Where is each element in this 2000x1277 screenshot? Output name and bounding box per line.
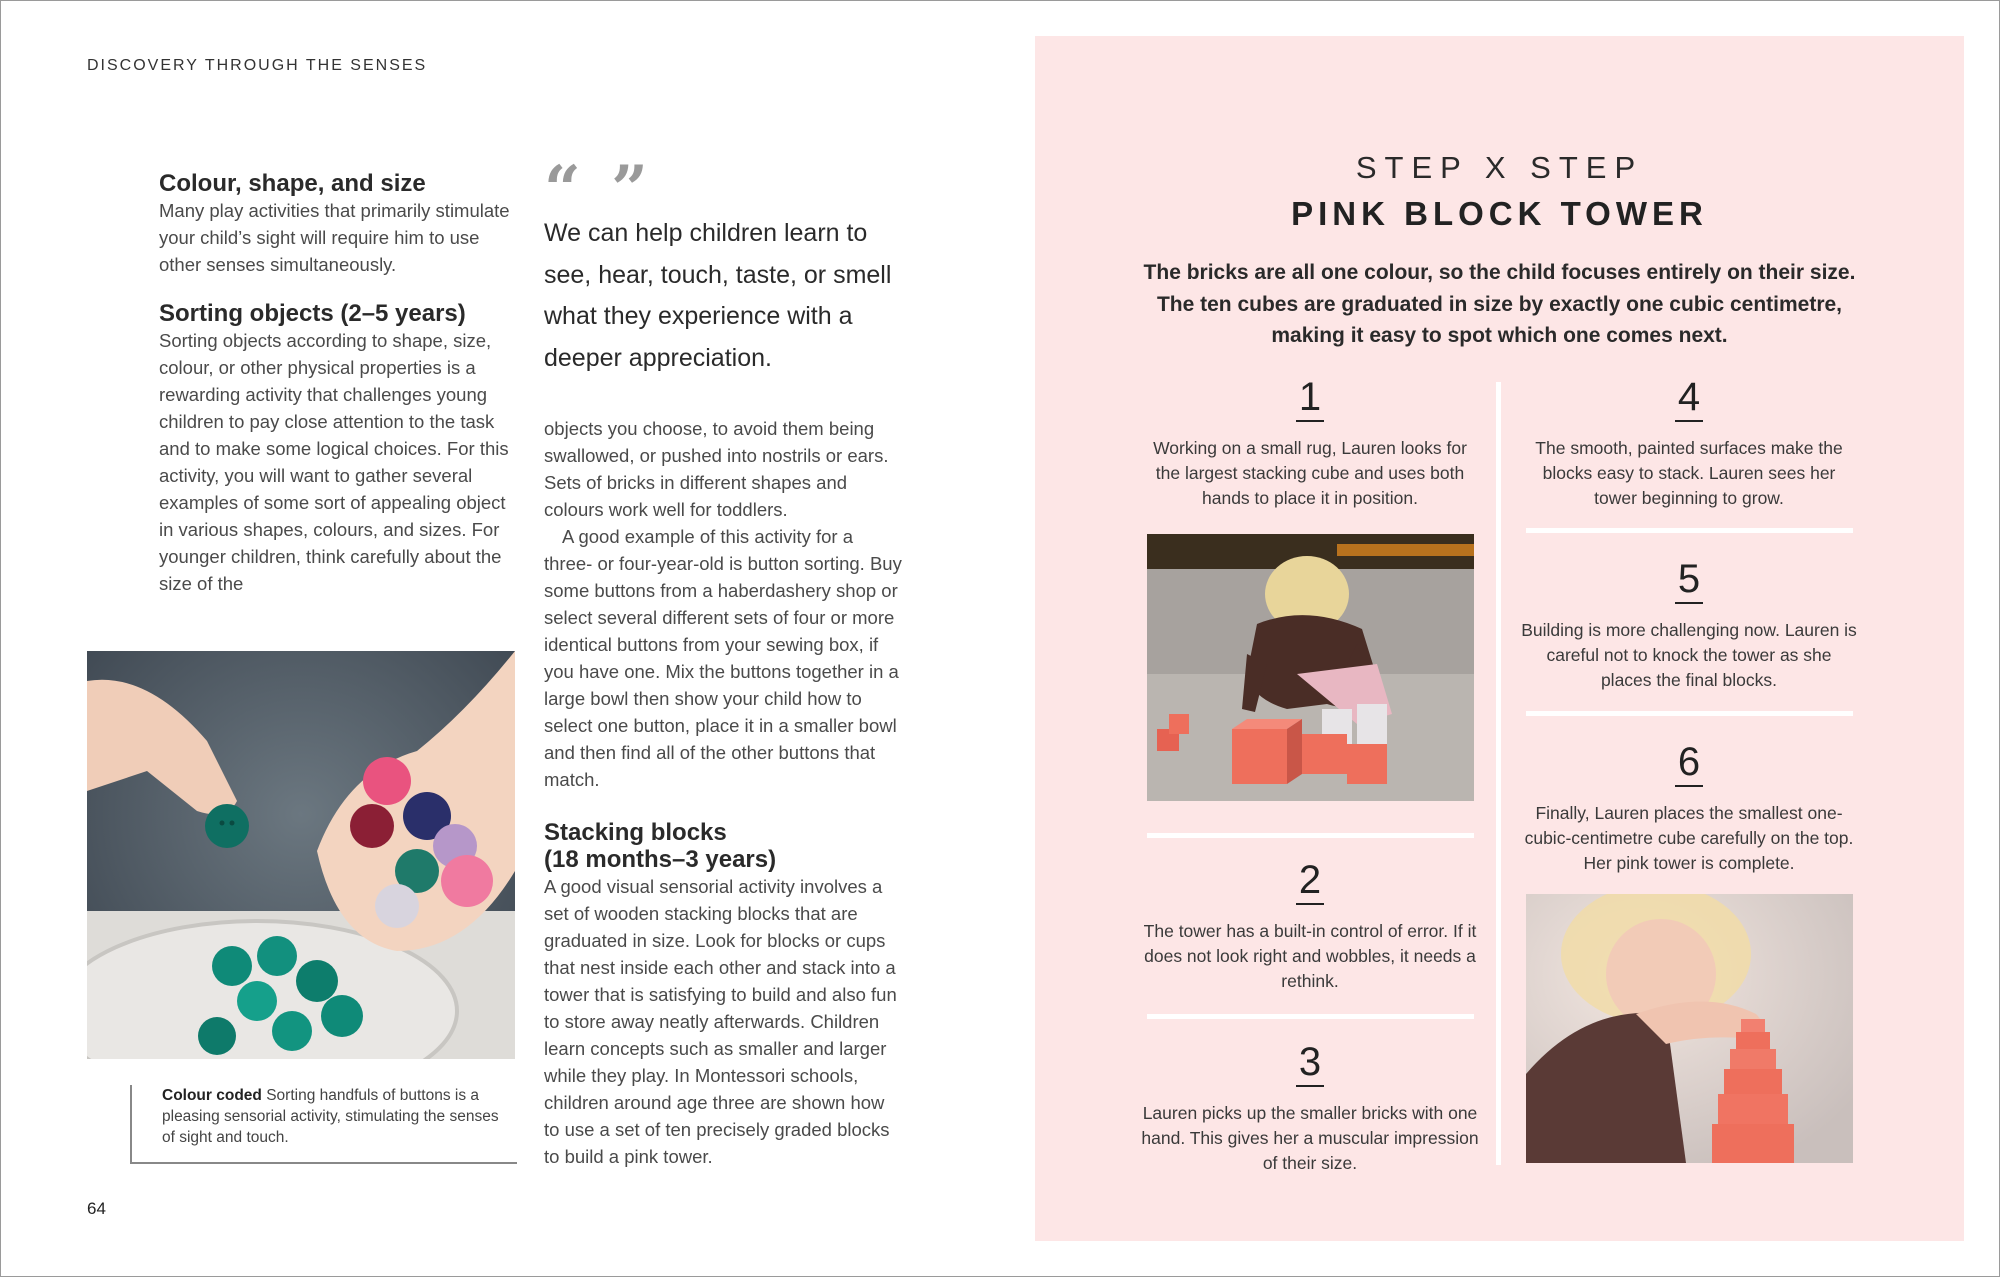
heading-stacking-blocks-line1: Stacking blocks — [544, 819, 727, 846]
paragraph-objects-choose: objects you choose, to avoid them being swallowed, or pushed into nostrils or ears. Sets of bricks in different shapes and colours work well for toddlers. — [544, 418, 889, 520]
heading-stacking-blocks — [544, 819, 904, 873]
caption-title: Colour coded — [162, 1087, 262, 1104]
step-text: Finally, Lauren places the smallest one-cubic-centimetre cube carefully on the top. Her pink tower is complete. — [1524, 803, 1854, 873]
paragraph-button-sorting: A good example of this activity for a three- or four-year-old is button sorting. Buy some buttons from a haberdashery shop or select several different sets of four or more identical buttons from your sewing box, if you have one. Mix the buttons together in a large bowl then show your child how to select one button, place it in a smaller bowl and then find all of the other buttons that match. — [544, 526, 902, 790]
step-text: The smooth, painted surfaces make the blocks easy to stack. Lauren sees her tower beginning to grow. — [1535, 438, 1843, 508]
paragraph-colour-shape-size: Many play activities that primarily stimulate your child’s sight will require him to use other senses simultaneously. — [159, 200, 510, 275]
pull-quote: We can help children learn to see, hear, touch, taste, or smell what they experience with a deeper appreciation. — [544, 219, 892, 372]
panel-kicker: STEP X STEP — [1355, 150, 1644, 185]
photo-girl-placing-block — [1147, 534, 1474, 801]
quote-marks: “ ” — [544, 152, 652, 227]
step-text: Lauren picks up the smaller bricks with one hand. This gives her a muscular impression of their size. — [1141, 1103, 1479, 1173]
step-divider — [1147, 1014, 1474, 1019]
paragraph-sorting-objects: Sorting objects according to shape, size, colour, or other physical properties is a rewarding activity that challenges young children to pay close attention to the task and to make some logical choices. For this activity, you will want to gather several examples of some sort of appealing object in various shapes, colours, and sizes. For younger children, think carefully about the size of the — [159, 330, 509, 594]
left-column — [159, 170, 519, 597]
column-divider — [1496, 382, 1501, 1165]
photo-caption — [130, 1085, 517, 1164]
step-number: 4 — [1675, 375, 1703, 422]
page-number: 64 — [87, 1199, 106, 1218]
step-divider — [1526, 711, 1853, 716]
step-5 — [1519, 557, 1859, 693]
step-text: Building is more challenging now. Lauren is careful not to knock the tower as she places the final blocks. — [1521, 620, 1857, 690]
caption-text: Sorting handfuls of buttons is a pleasing sensorial activity, stimulating the senses of sight and touch. — [162, 1087, 499, 1146]
heading-colour-shape-size: Colour, shape, and size — [159, 170, 426, 197]
step-2 — [1140, 858, 1480, 994]
photo-button-sorting — [87, 651, 515, 1059]
step-text: Working on a small rug, Lauren looks for the largest stacking cube and uses both hands to place it in position. — [1153, 438, 1467, 508]
step-number: 2 — [1296, 858, 1324, 905]
step-text: The tower has a built-in control of error. If it does not look right and wobbles, it needs a rethink. — [1143, 921, 1477, 991]
step-divider — [1526, 528, 1853, 533]
step-4 — [1519, 375, 1859, 511]
heading-stacking-blocks-line2: (18 months–3 years) — [544, 846, 777, 873]
running-head: DISCOVERY THROUGH THE SENSES — [87, 57, 428, 74]
step-6 — [1519, 740, 1859, 876]
panel-intro: The bricks are all one colour, so the child focuses entirely on their size. The ten cubes are graduated in size by exactly one cubic centimetre, making it easy to spot which one comes next. — [1143, 261, 1856, 347]
step-1 — [1140, 375, 1480, 511]
step-number: 6 — [1675, 740, 1703, 787]
panel-title: PINK BLOCK TOWER — [1291, 195, 1708, 232]
heading-sorting-objects: Sorting objects (2–5 years) — [159, 300, 466, 327]
step-number: 3 — [1296, 1040, 1324, 1087]
step-3 — [1140, 1040, 1480, 1176]
photo-pink-tower-complete — [1526, 894, 1853, 1163]
step-number: 5 — [1675, 557, 1703, 604]
middle-column — [544, 415, 904, 1170]
step-divider — [1147, 833, 1474, 838]
paragraph-stacking-blocks: A good visual sensorial activity involves a set of wooden stacking blocks that are graduated in size. Look for blocks or cups that nest inside each other and stack into a tower that is satisfying to build and also fun to store away neatly afterwards. Children learn concepts such as smaller and larger while they play. In Montessori schools, children around age three are shown how to use a set of ten precisely graded blocks to build a pink tower. — [544, 876, 897, 1167]
step-number: 1 — [1296, 375, 1324, 422]
